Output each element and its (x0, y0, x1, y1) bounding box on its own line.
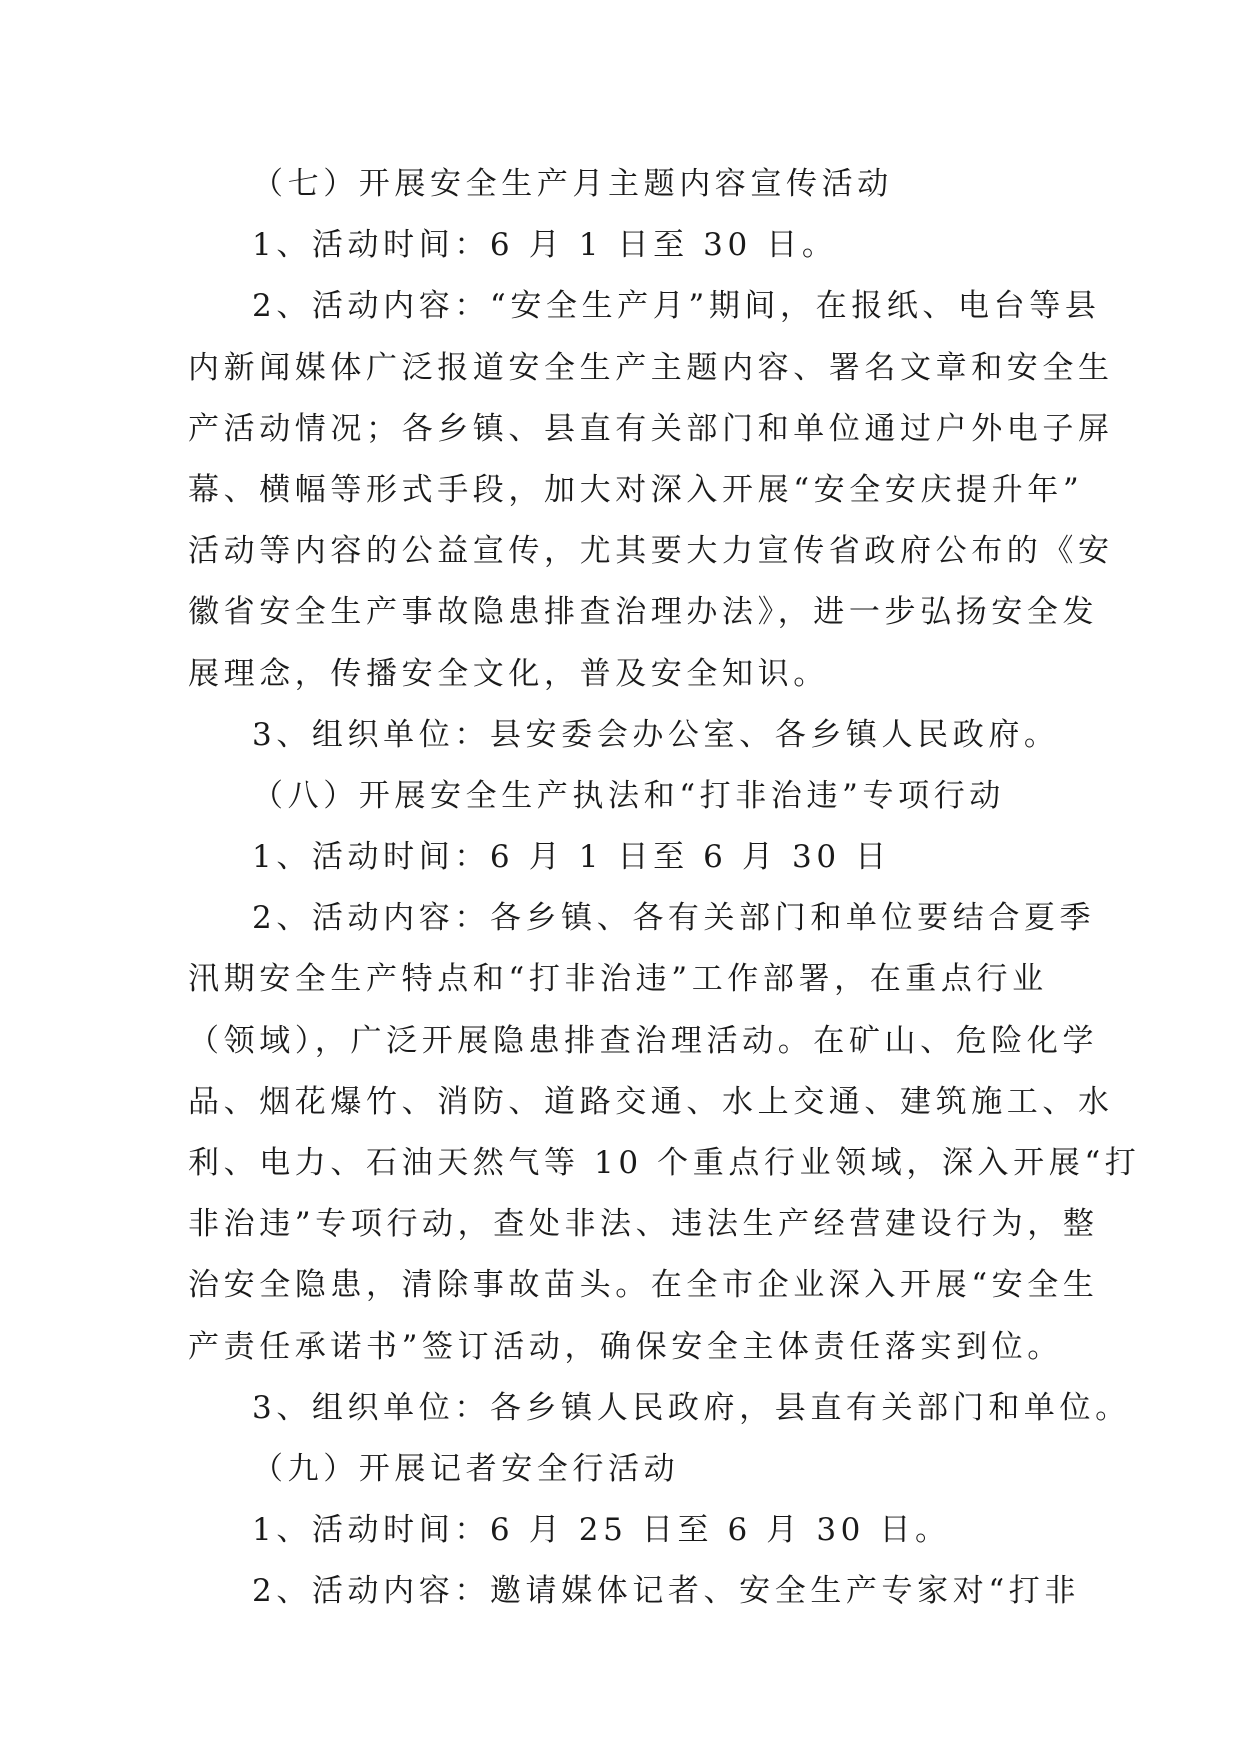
paragraph-line: 幕、横幅等形式手段，加大对深入开展“安全安庆提升年” (188, 471, 1084, 508)
paragraph-line: 利、电力、石油天然气等 10 个重点行业领域，深入开展“打 (188, 1145, 1141, 1181)
paragraph-line: 汛期安全生产特点和“打非治违”工作部署，在重点行业 (188, 961, 1048, 998)
paragraph-line: 3、组织单位：县安委会办公室、各乡镇人民政府。 (252, 716, 1060, 753)
paragraph-line: 徽省安全生产事故隐患排查治理办法》，进一步弘扬安全发 (188, 594, 1099, 631)
paragraph-line: 非治违”专项行动，查处非法、违法生产经营建设行为，整 (188, 1206, 1099, 1243)
paragraph-line: 1、活动时间：6 月 1 日至 6 月 30 日 (252, 839, 891, 876)
paragraph-line: （领域），广泛开展隐患排查治理活动。在矿山、危险化学 (188, 1022, 1099, 1059)
paragraph-line: 1、活动时间：6 月 25 日至 6 月 30 日。 (252, 1512, 951, 1549)
document-body (188, 154, 1141, 1623)
section-heading-7: （七）开展安全生产月主题内容宣传活动 (252, 166, 893, 202)
paragraph-line: 2、活动内容：邀请媒体记者、安全生产专家对“打非 (252, 1573, 1080, 1610)
paragraph-line: 内新闻媒体广泛报道安全生产主题内容、署名文章和安全生 (188, 349, 1114, 386)
paragraph-line: 1、活动时间：6 月 1 日至 30 日。 (252, 227, 838, 264)
paragraph-line: 2、活动内容：各乡镇、各有关部门和单位要结合夏季 (252, 900, 1096, 937)
paragraph-line: 产活动情况；各乡镇、县直有关部门和单位通过户外电子屏 (188, 410, 1114, 447)
paragraph-line: 品、烟花爆竹、消防、道路交通、水上交通、建筑施工、水 (188, 1083, 1114, 1120)
paragraph-line: 治安全隐患，清除事故苗头。在全市企业深入开展“安全生 (188, 1267, 1099, 1304)
paragraph-line: 活动等内容的公益宣传，尤其要大力宣传省政府公布的《安 (188, 533, 1114, 570)
paragraph-line: 2、活动内容：“安全生产月”期间，在报纸、电台等县 (252, 288, 1101, 325)
paragraph-line: 展理念，传播安全文化，普及安全知识。 (188, 655, 829, 692)
paragraph-line: 产责任承诺书”签订活动，确保安全主体责任落实到位。 (188, 1328, 1063, 1365)
section-heading-9: （九）开展记者安全行活动 (252, 1450, 680, 1487)
paragraph-line: 3、组织单位：各乡镇人民政府，县直有关部门和单位。 (252, 1389, 1131, 1426)
section-heading-8: （八）开展安全生产执法和“打非治违”专项行动 (252, 777, 1005, 814)
